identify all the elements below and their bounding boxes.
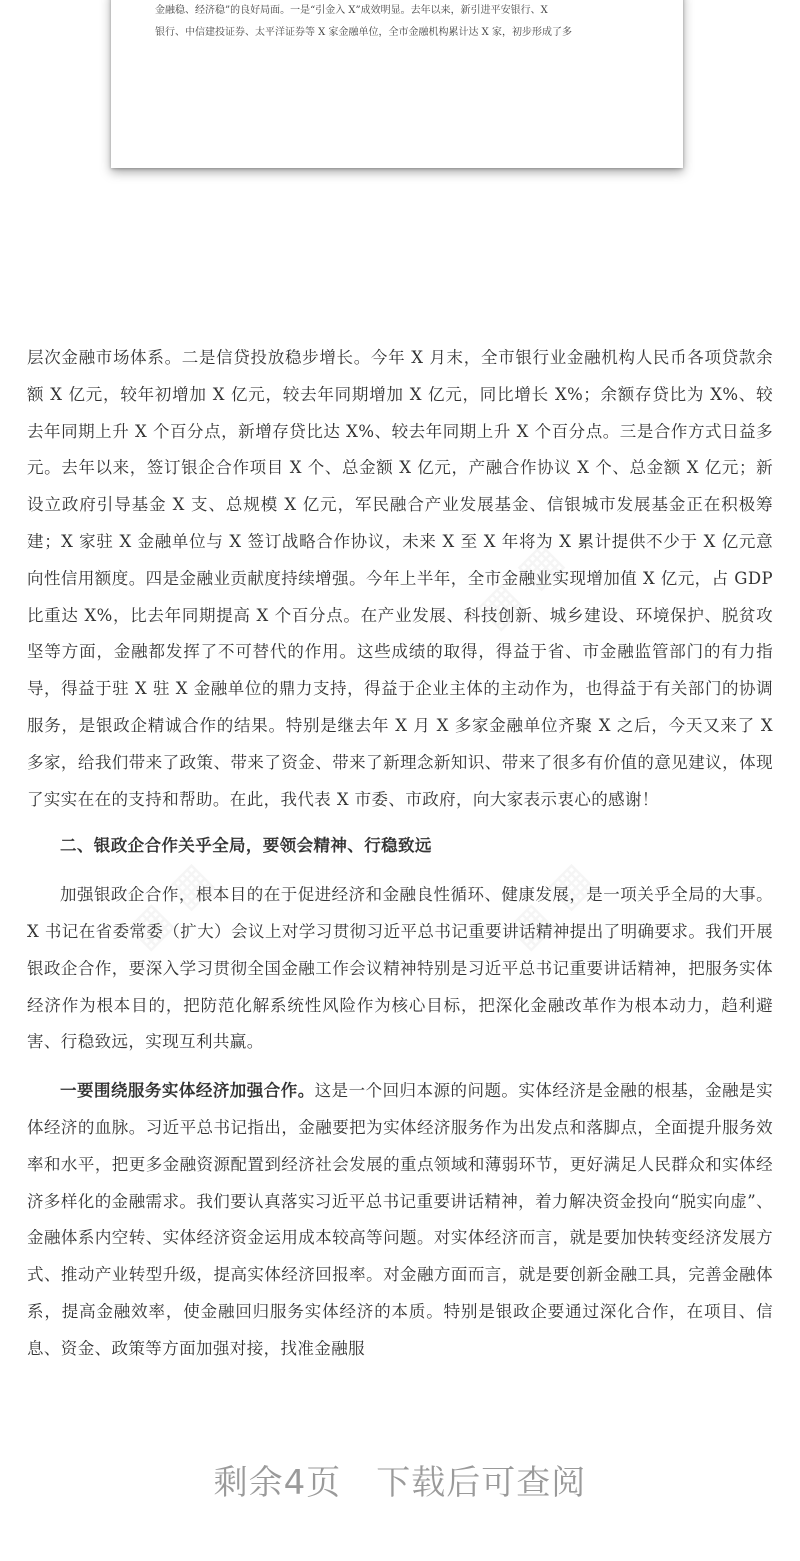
paragraph-real-economy [27,1073,773,1367]
remaining-pages-banner[interactable]: 剩余4页 下载后可查阅 [213,1463,587,1503]
watermark-3: ▦ ▦ [496,852,603,959]
watermark-2: ▦ ▦ [116,852,223,959]
preview-text [155,0,645,44]
document-body [27,340,773,1368]
paragraph-cooperation: 加强银政企合作，根本目的在于促进经济和金融良性循环、健康发展，是一项关乎全局的大事。X 书记在省委常委（扩大）会议上对学习贯彻习近平总书记重要讲话精神提出了明确要求。我们开展银政企合作，要深入学习贯彻全国金融工作会议精神特别是习近平总书记重要讲话精神，把服务实体经济作为根本目的，把防范化解系统性风险作为核心目标，把深化金融改革作为根本动力，趋利避害、行稳致远，实现互利共赢。 [27,885,773,1052]
preview-line-2: 银行、中信建投证券、太平洋证券等 X 家金融单位，全市金融机构累计达 X 家，初步形成了多 [155,27,572,38]
preview-page-card [111,0,683,168]
paragraph-body: 这是一个回归本源的问题。实体经济是金融的根基，金融是实体经济的血脉。习近平总书记指出，金融要把为实体经济服务作为出发点和落脚点，全面提升服务效率和水平，把更多金融资源配置到经济社会发展的重点领域和薄弱环节，更好满足人民群众和实体经济多样化的金融需求。我们要认真落实习近平总书记重要讲话精神，着力解决资金投向“脱实向虚”、金融体系内空转、实体经济资金运用成本较高等问题。对实体经济而言，就是要加快转变经济发展方式、推动产业转型升级，提高实体经济回报率。对金融方面而言，就是要创新金融工具，完善金融体系，提高金融效率，使金融回归服务实体经济的本质。特别是银政企要通过深化合作，在项目、信息、资金、政策等方面加强对接，找准金融服 [27,1081,773,1358]
preview-line-1: 金融稳、经济稳”的良好局面。一是“引金入 X”成效明显。去年以来，新引进平安银行、X [155,5,548,16]
watermark-1: ▦ ▦ [466,532,573,639]
section-heading-2: 二、银政企合作关乎全局，要领会精神、行稳致远 [60,836,432,856]
paragraph-achievements: 层次金融市场体系。二是信贷投放稳步增长。今年 X 月末，全市银行业金融机构人民币各项贷款余额 X 亿元，较年初增加 X 亿元，较去年同期增加 X 亿元，同比增长 X%；余额存贷比为 X%、较去年同期上升 X 个百分点，新增存贷比达 X%、较去年同期上升 X 个百分点。三是合作方式日益多元。去年以来，签订银企合作项目 X 个、总金额 X 亿元，产融合作协议 X 个、总金额 X 亿元；新设立政府引导基金 X 支、总规模 X 亿元，军民融合产业发展基金、信银城市发展基金正在积极筹建；X 家驻 X 金融单位与 X 签订战略合作协议，未来 X 至 X 年将为 X 累计提供不少于 X 亿元意向性信用额度。四是金融业贡献度持续增强。今年上半年，全市金融业实现增加值 X 亿元，占 GDP 比重达 X%，比去年同期提高 X 个百分点。在产业发展、科技创新、城乡建设、环境保护、脱贫攻坚等方面，金融都发挥了不可替代的作用。这些成绩的取得，得益于省、市金融监管部门的有力指导，得益于驻 X 驻 X 金融单位的鼎力支持，得益于企业主体的主动作为，也得益于有关部门的协调服务，是银政企精诚合作的结果。特别是继去年 X 月 X 多家金融单位齐聚 X 之后，今天又来了 X 多家，给我们带来了政策、带来了资金、带来了新理念新知识、带来了很多有价值的意见建议，体现了实实在在的支持和帮助。在此，我代表 X 市委、市政府，向大家表示衷心的感谢！ [27,348,773,809]
paragraph-lead-bold: 一要围绕服务实体经济加强合作。 [60,1081,315,1101]
